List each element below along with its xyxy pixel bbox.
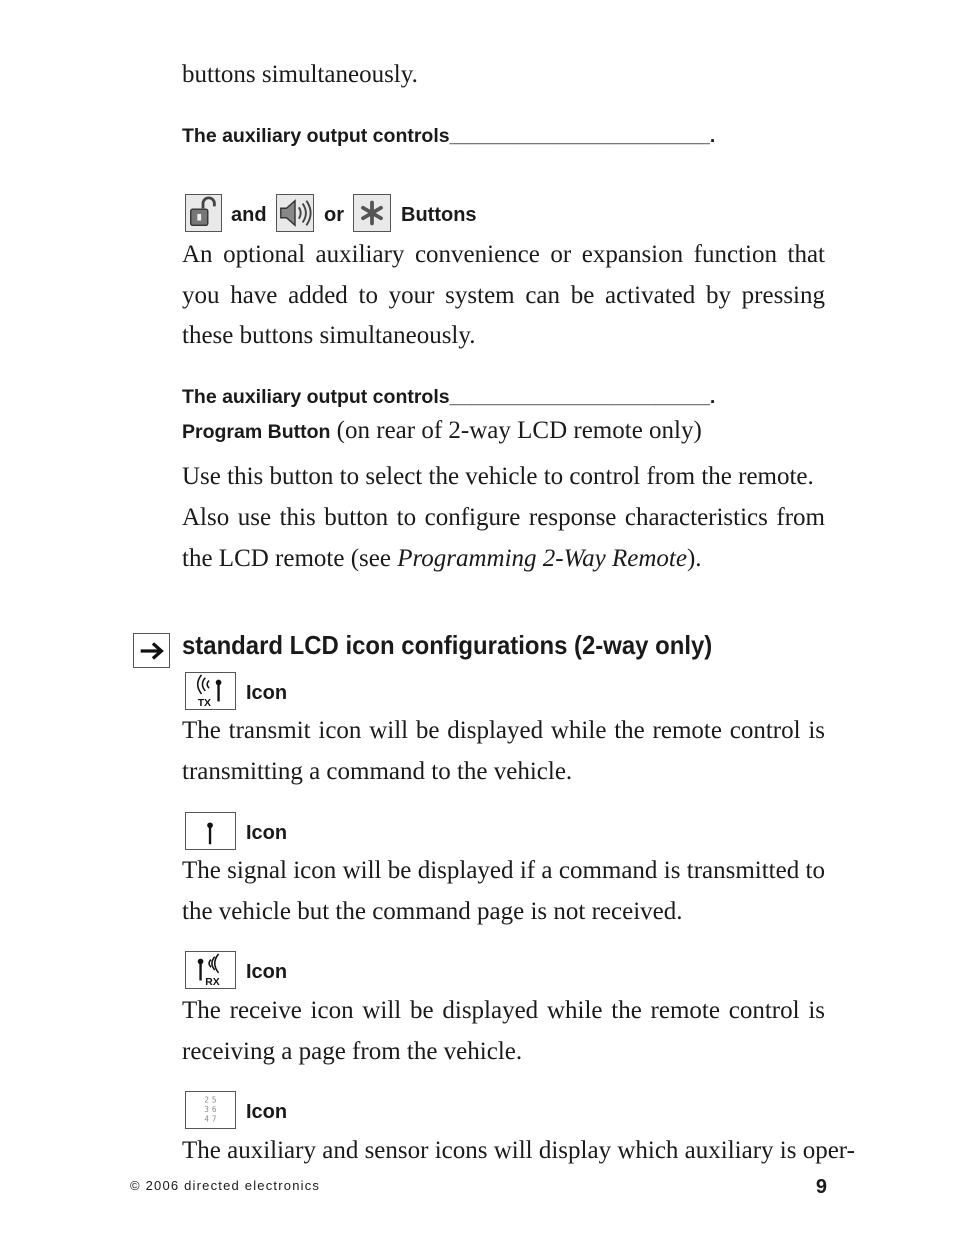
signal-icon-label: Icon bbox=[246, 822, 288, 844]
aux-sensor-icon bbox=[185, 1091, 236, 1129]
footer-copyright: © 2006 directed electronics bbox=[130, 1178, 321, 1193]
aux-controls-line-1: The auxiliary output controls________________________. bbox=[182, 125, 716, 147]
program-button-label: Program Button bbox=[182, 421, 331, 443]
aux-digit: 2 bbox=[204, 1095, 209, 1105]
rx-badge: RX bbox=[205, 977, 220, 988]
aux-sensor-description: The auxiliary and sensor icons will display which auxiliary is oper- bbox=[182, 1137, 855, 1164]
top-fragment: buttons simultaneously. bbox=[182, 61, 418, 88]
and-label: and bbox=[231, 204, 267, 226]
rx-description: The receive icon will be displayed while the remote control is receiving a page from the vehicle. bbox=[182, 997, 825, 1065]
unlock-icon bbox=[185, 194, 222, 232]
aux-digit: 7 bbox=[211, 1114, 217, 1124]
tx-badge: TX bbox=[197, 698, 212, 709]
signal-description: The signal icon will be displayed if a command is transmitted to the vehicle but the command page is not received. bbox=[182, 857, 825, 925]
tx-description: The transmit icon will be displayed while the remote control is transmitting a command to the vehicle. bbox=[182, 717, 825, 785]
aux-sensor-icon-label: Icon bbox=[246, 1101, 288, 1123]
rx-receive-icon bbox=[185, 951, 236, 989]
aux-digit: 6 bbox=[211, 1104, 217, 1114]
program-line-1: Use this button to select the vehicle to control from the remote. bbox=[182, 463, 814, 490]
speaker-icon bbox=[276, 194, 314, 232]
tx-transmit-icon bbox=[185, 672, 236, 710]
aux-paragraph: An optional auxiliary convenience or expansion function that you have added to your system can be activated by pressing these buttons simultaneously. bbox=[182, 241, 825, 349]
section-heading: standard LCD icon configurations (2-way only) bbox=[182, 630, 713, 660]
aux-digit: 5 bbox=[211, 1095, 217, 1105]
page-number: 9 bbox=[815, 1176, 827, 1198]
aux-controls-line-2: The auxiliary output controls________________________. bbox=[182, 386, 716, 408]
aux-digit: 3 bbox=[204, 1104, 209, 1114]
asterisk-icon bbox=[353, 194, 391, 232]
arrow-right-icon bbox=[133, 633, 170, 668]
program-line-2: Also use this button to configure response characteristics from the LCD remote (see Programming 2-Way Remote). bbox=[182, 504, 825, 572]
program-button-line bbox=[182, 417, 702, 445]
signal-antenna-icon bbox=[185, 812, 236, 850]
or-label: or bbox=[324, 204, 344, 226]
buttons-label: Buttons bbox=[401, 204, 477, 226]
rx-icon-label: Icon bbox=[246, 961, 288, 983]
program-button-note: (on rear of 2-way LCD remote only) bbox=[330, 417, 702, 444]
aux-digit: 4 bbox=[204, 1114, 209, 1124]
tx-icon-label: Icon bbox=[246, 682, 288, 704]
programming-reference: Programming 2-Way Remote bbox=[397, 544, 687, 572]
